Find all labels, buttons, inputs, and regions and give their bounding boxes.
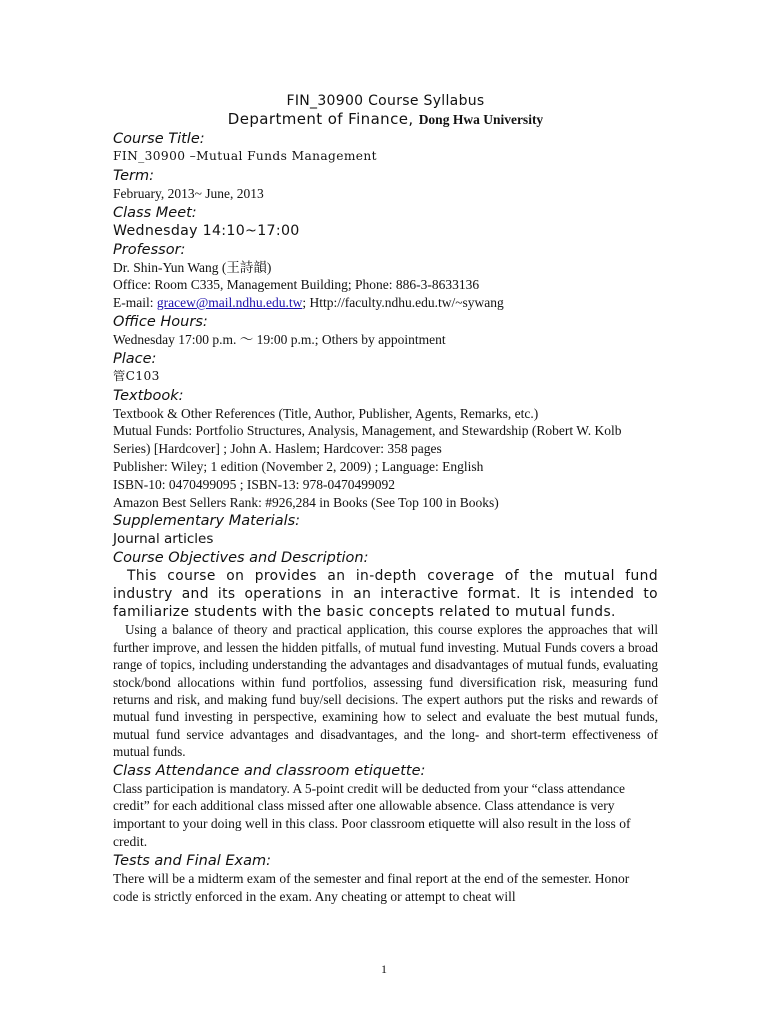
attendance-heading: Class Attendance and classroom etiquette: [113, 762, 426, 779]
class-meet-text: Wednesday 14:10~17:00 [113, 222, 300, 239]
textbook-heading: Textbook: [113, 387, 184, 404]
course-title-heading: Course Title: [113, 131, 205, 147]
department-name: Department of Finance, [227, 110, 414, 128]
email-link[interactable]: gracew@mail.ndhu.edu.tw [156, 295, 303, 311]
professor-name: Dr. Shin-Yun Wang (王詩韻) [113, 259, 272, 275]
office-hours-text: Wednesday 17:00 p.m. ～ 19:00 p.m.; Others by appointment [113, 331, 446, 347]
supplementary-text: Journal articles [113, 531, 214, 548]
class-meet-heading: Class Meet: [113, 204, 197, 221]
place-text: 管C103 [113, 368, 160, 383]
term-heading: Term: [113, 167, 154, 184]
textbook-line: ISBN-10: 0470499095 ; ISBN-13: 978-0470499092 [113, 476, 396, 492]
textbook-line: Amazon Best Sellers Rank: #926,284 in Books (See Top 100 in Books) [113, 494, 499, 510]
professor-office: Office: Room C335, Management Building; Phone: 886-3-8633136 [113, 277, 480, 293]
textbook-line: Publisher: Wiley; 1 edition (November 2, 2009) ; Language: English [113, 458, 484, 474]
objectives-paragraph-2: Using a balance of theory and practical application, this course explores the approaches that will further improve, and lessen the hidden pitfalls, of mutual fund investing. Mutual Funds covers a broad range of topics, including understanding the advantages and disadvantages of mutual funds, evaluating stock/bond allocations within fund portfolios, assessing fund diversification risk, measuring fund returns and risk, and making fund buy/sell decisions. The expert authors put the risks and rewards of mutual fund investing in perspective, examining how to select and evaluate the best mutual funds, mutual fund service advantages and disadvantages, and the long- and short-term effectiveness of mutual funds. [113, 622, 658, 760]
department-line [113, 110, 658, 129]
professor-heading: Professor: [113, 241, 186, 258]
email-label: E-mail: [113, 295, 157, 311]
professor-contact [113, 294, 658, 312]
syllabus-page [113, 92, 658, 905]
page-number: 1 [381, 962, 387, 976]
objectives-paragraph-1: This course on provides an in-depth coverage of the mutual fund industry and its operations in an interactive format. It is intended to familiarize students with the basic concepts related to mutual funds. [113, 568, 658, 621]
syllabus-title: FIN_30900 Course Syllabus [286, 93, 485, 109]
course-title-text: FIN_30900 –Mutual Funds Management [113, 149, 377, 163]
exams-text: There will be a midterm exam of the semester and final report at the end of the semester. Honor code is strictly enforced in the exam. Any cheating or attempt to cheat will [113, 870, 630, 904]
attendance-text: Class participation is mandatory. A 5-point credit will be deducted from your “class attendance credit” for each additional class missed after one allowable absence. Class attendance is very important to your doing well in this class. Poor classroom etiquette will also result in the loss of credit. [113, 780, 631, 849]
term-text: February, 2013~ June, 2013 [113, 185, 264, 201]
textbook-line: Textbook & Other References (Title, Author, Publisher, Agents, Remarks, etc.) [113, 405, 539, 421]
website-text: ; Http://faculty.ndhu.edu.tw/~sywang [302, 295, 504, 311]
university-name: Dong Hwa University [418, 112, 544, 127]
textbook-line: Mutual Funds: Portfolio Structures, Analysis, Management, and Stewardship (Robert W. Kolb Series) [Hardcover] ; John A. Haslem; Hardcover: 358 pages [113, 423, 622, 457]
office-hours-heading: Office Hours: [113, 313, 208, 330]
supplementary-heading: Supplementary Materials: [113, 513, 301, 530]
objectives-heading: Course Objectives and Description: [113, 550, 369, 567]
place-heading: Place: [113, 350, 157, 367]
exams-heading: Tests and Final Exam: [113, 852, 271, 869]
